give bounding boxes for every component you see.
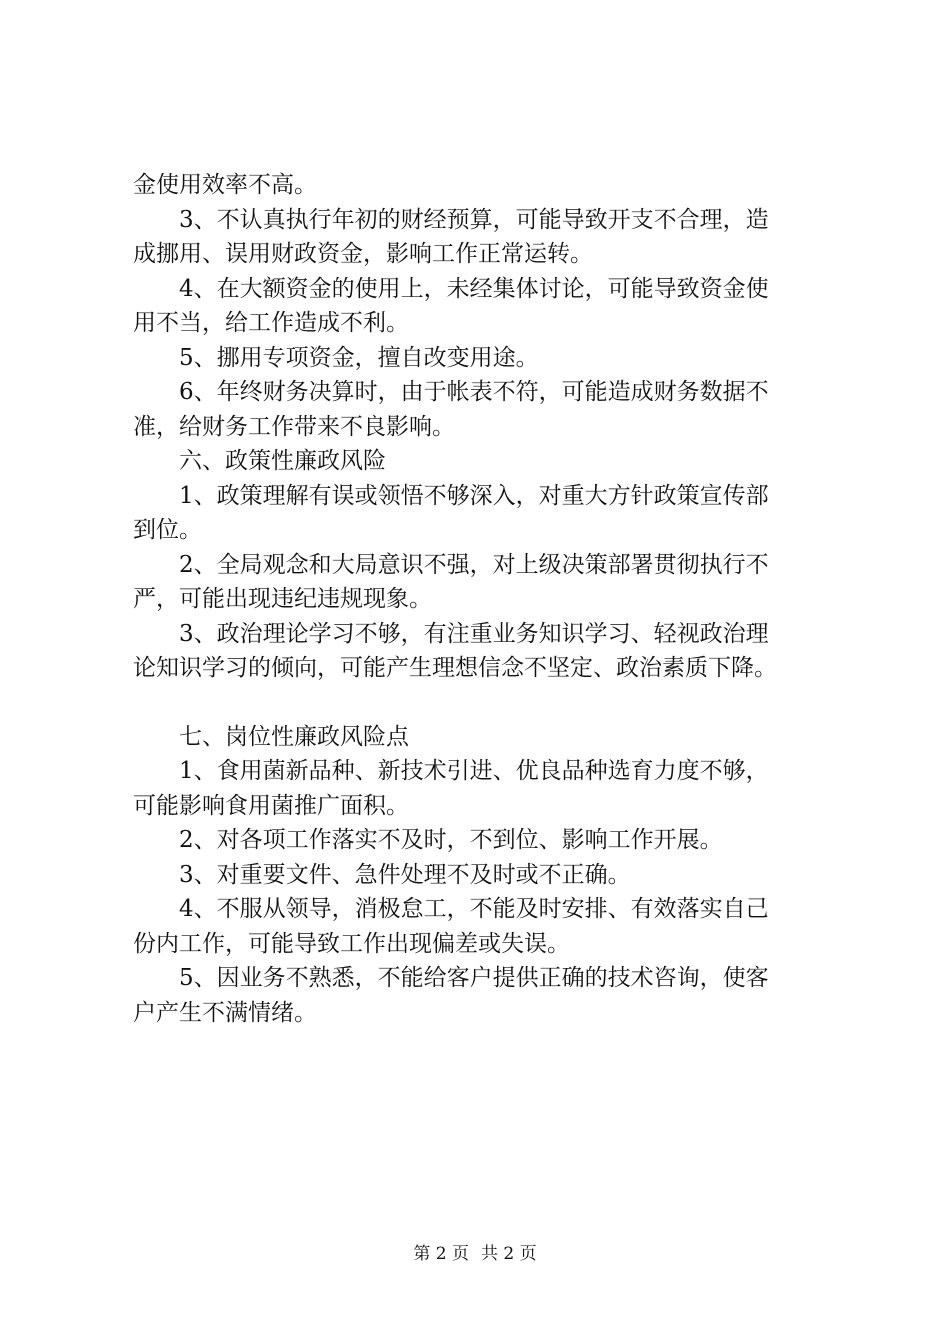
page-footer: [0, 1243, 950, 1265]
text-line: 份内工作，可能导致工作出现偏差或失误。: [133, 930, 570, 957]
page-total: 共 2 页: [481, 1244, 537, 1264]
text-line: 论知识学习的倾向，可能产生理想信念不坚定、政治素质下降。: [133, 655, 777, 681]
section-heading: 七、岗位性廉政风险点: [179, 723, 409, 750]
list-item: 4、不服从领导，消极怠工，不能及时安排、有效落实自己: [179, 896, 769, 922]
document-body: [133, 168, 838, 1030]
paragraph-gap: [133, 686, 838, 720]
text-line: 金使用效率不高。: [133, 172, 317, 198]
list-item: 2、对各项工作落实不及时，不到位、影响工作开展。: [179, 827, 723, 853]
text-line: 到位。: [133, 517, 202, 543]
list-item: 3、对重要文件、急件处理不及时或不正确。: [179, 861, 631, 888]
list-item: 5、挪用专项资金，擅自改变用途。: [179, 344, 539, 371]
list-item: 1、食用菌新品种、新技术引进、优良品种选育力度不够，: [179, 758, 769, 784]
section-heading: 六、政策性廉政风险: [179, 448, 386, 474]
text-line: 可能影响食用菌推广面积。: [133, 792, 409, 819]
text-line: 户产生不满情绪。: [133, 999, 317, 1026]
text-line: 用不当，给工作造成不利。: [133, 310, 409, 336]
list-item: 6、年终财务决算时，由于帐表不符，可能造成财务数据不: [179, 379, 769, 405]
list-item: 3、政治理论学习不够，有注重业务知识学习、轻视政治理: [179, 620, 769, 647]
list-item: 1、政策理解有误或领悟不够深入，对重大方针政策宣传部: [179, 482, 769, 509]
list-item: 3、不认真执行年初的财经预算，可能导致开支不合理，造: [179, 206, 769, 233]
text-line: 严，可能出现违纪违规现象。: [133, 586, 432, 612]
list-item: 2、全局观念和大局意识不强，对上级决策部署贯彻执行不: [179, 551, 769, 578]
text-line: 准，给财务工作带来不良影响。: [133, 413, 455, 440]
list-item: 4、在大额资金的使用上，未经集体讨论，可能导致资金使: [179, 275, 769, 302]
text-line: 成挪用、误用财政资金，影响工作正常运转。: [133, 241, 593, 267]
list-item: 5、因业务不熟悉，不能给客户提供正确的技术咨询，使客: [179, 965, 769, 991]
page-number: 第 2 页: [413, 1244, 469, 1264]
